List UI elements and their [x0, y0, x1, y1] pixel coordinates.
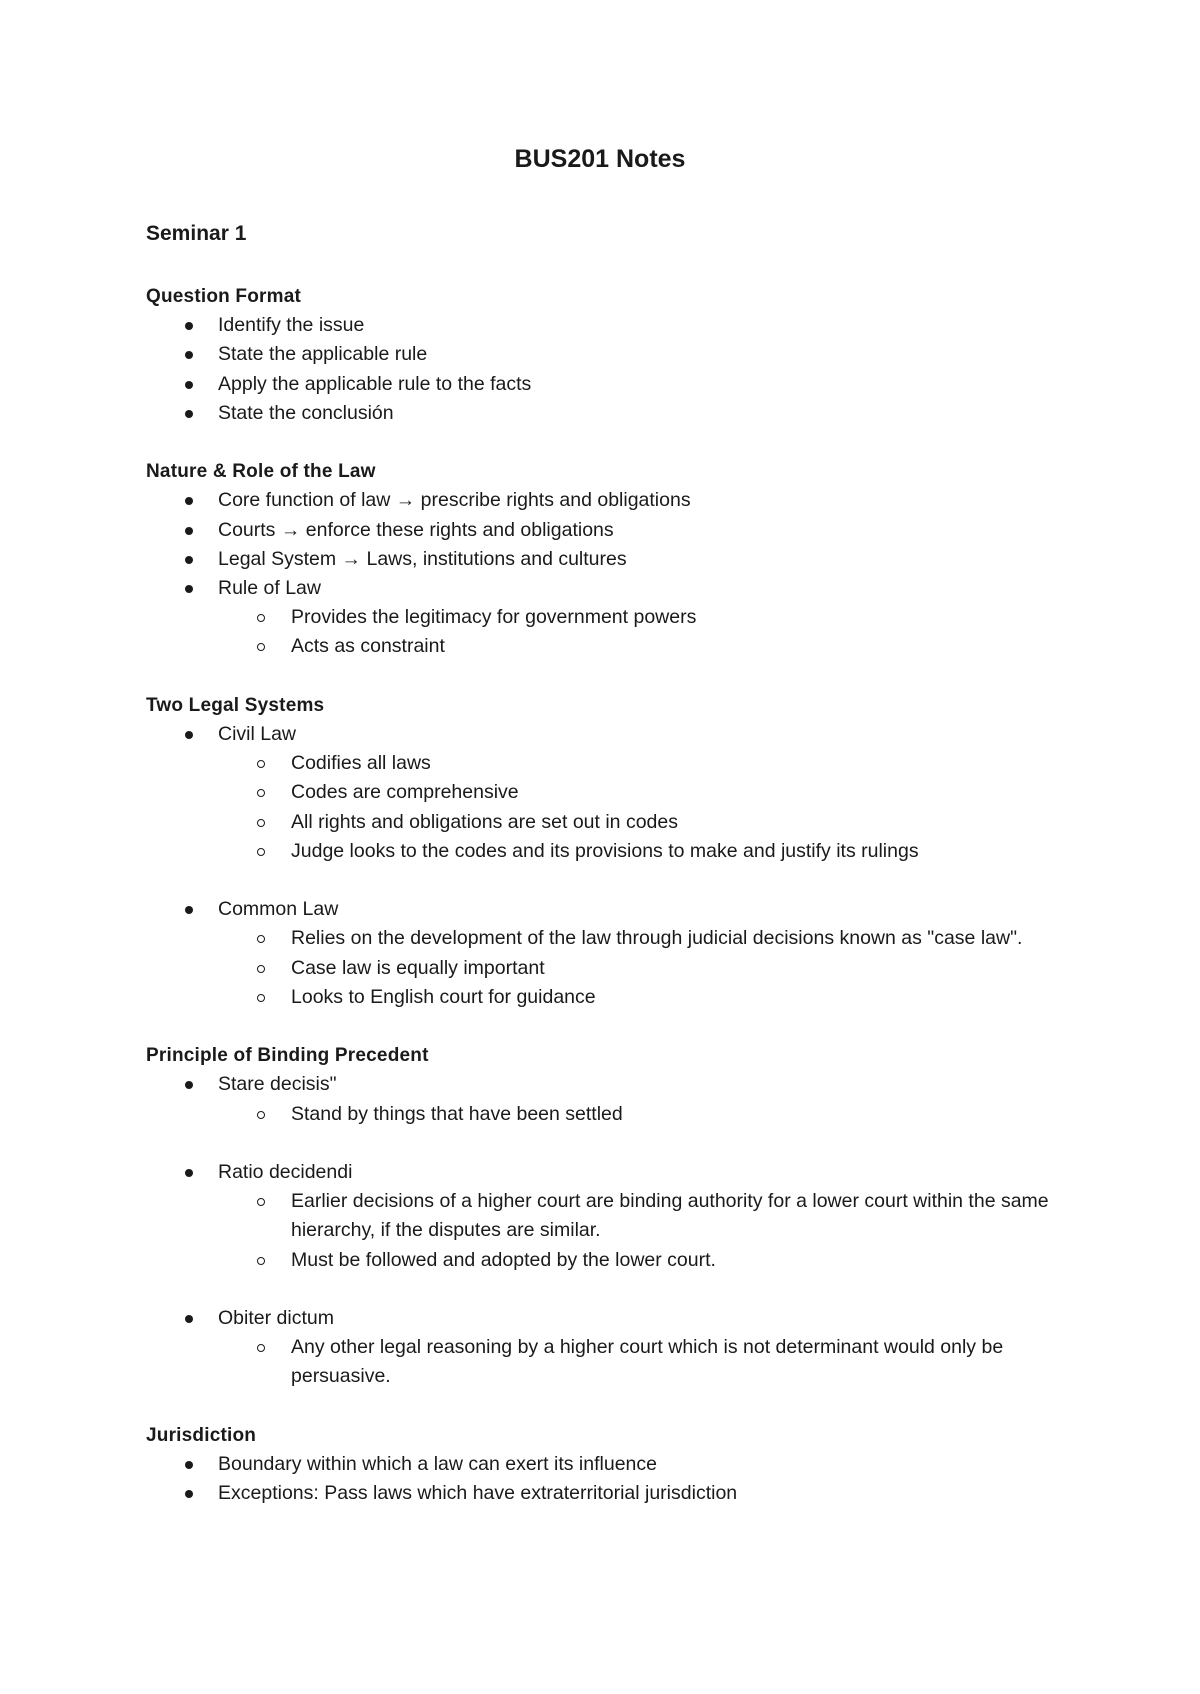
sub-list-item: [146, 749, 1076, 778]
bullet-icon: [185, 381, 193, 389]
bullet-icon: [185, 1461, 193, 1469]
bullet-list: [146, 1304, 1076, 1392]
list-item: [146, 1450, 1076, 1479]
document-title: BUS201 Notes: [514, 145, 686, 173]
bullet-icon: [185, 322, 193, 330]
sub-list-item-text: All rights and obligations are set out in codes: [291, 810, 678, 833]
spacer: [146, 866, 1076, 895]
circle-bullet-icon: [257, 1257, 265, 1265]
circle-bullet-icon: [257, 1111, 265, 1119]
section-heading: Two Legal Systems: [146, 694, 325, 716]
list-item-text: State the conclusión: [218, 401, 394, 424]
sub-list-item: [146, 1246, 1076, 1275]
bullet-icon: [185, 731, 193, 739]
sub-list-item-text: Codifies all laws: [291, 752, 431, 775]
bullet-icon: [185, 1315, 193, 1323]
list-item-text: Boundary within which a law can exert its influence: [218, 1452, 657, 1475]
circle-bullet-icon: [257, 935, 265, 943]
list-item: [146, 1479, 1076, 1508]
section-question-format: [146, 282, 1076, 428]
sub-list-item-text: Provides the legitimacy for government powers: [291, 606, 697, 629]
sub-list-item: [146, 1333, 1076, 1391]
sub-list-item: [146, 632, 1076, 661]
sub-list-item-text: Earlier decisions of a higher court are binding authority for a lower court within the same hierarchy, if the disputes are similar.: [291, 1190, 1049, 1242]
list-item-text: Obiter dictum: [218, 1306, 334, 1329]
circle-bullet-icon: [257, 1198, 265, 1206]
list-item: [146, 574, 1076, 603]
sub-list-item-text: Any other legal reasoning by a higher court which is not determinant would only be persuasive.: [291, 1336, 1004, 1388]
list-item: [146, 1304, 1076, 1333]
section-jurisdiction: [146, 1421, 1076, 1509]
sub-list-item-text: Case law is equally important: [291, 956, 545, 979]
list-item: [146, 486, 1076, 515]
list-item: [146, 895, 1076, 924]
sub-list-item: [146, 1187, 1076, 1245]
list-item-text: Apply the applicable rule to the facts: [218, 372, 532, 395]
sub-list-item-text: Looks to English court for guidance: [291, 985, 596, 1008]
circle-bullet-icon: [257, 994, 265, 1002]
sub-list-item: [146, 954, 1076, 983]
bullet-icon: [185, 1490, 193, 1498]
list-item-text: Legal System → Laws, institutions and cultures: [218, 547, 627, 570]
list-item: [146, 1070, 1076, 1099]
bullet-list: [146, 1450, 1076, 1508]
sub-list-item: [146, 924, 1076, 953]
sub-list-item-text: Acts as constraint: [291, 635, 445, 658]
sub-list-item-text: Codes are comprehensive: [291, 781, 519, 804]
list-item-text: State the applicable rule: [218, 343, 428, 366]
list-item: [146, 516, 1076, 545]
circle-bullet-icon: [257, 789, 265, 797]
list-item-text: Exceptions: Pass laws which have extraterritorial jurisdiction: [218, 1482, 738, 1505]
bullet-icon: [185, 1081, 193, 1089]
list-item-text: Courts → enforce these rights and obligations: [218, 518, 614, 541]
list-item-text: Civil Law: [218, 722, 297, 745]
bullet-icon: [185, 1169, 193, 1177]
list-item: [146, 1158, 1076, 1187]
bullet-icon: [185, 410, 193, 418]
circle-bullet-icon: [257, 760, 265, 768]
circle-bullet-icon: [257, 848, 265, 856]
sub-list-item: [146, 1100, 1076, 1129]
bullet-icon: [185, 527, 193, 535]
bullet-icon: [185, 556, 193, 564]
section-two-legal-systems: [146, 691, 1076, 1012]
circle-bullet-icon: [257, 965, 265, 973]
circle-bullet-icon: [257, 1344, 265, 1352]
bullet-icon: [185, 585, 193, 593]
bullet-icon: [185, 906, 193, 914]
sub-list-item: [146, 808, 1076, 837]
list-item-text: Rule of Law: [218, 576, 321, 599]
seminar-heading: Seminar 1: [146, 222, 247, 245]
list-item-text: Stare decisis": [218, 1073, 337, 1096]
bullet-list: [146, 895, 1076, 1012]
list-item: [146, 340, 1076, 369]
bullet-list: [146, 486, 1076, 661]
sub-list-item: [146, 778, 1076, 807]
spacer: [146, 1129, 1076, 1158]
section-binding-precedent: [146, 1041, 1076, 1391]
sub-list-item: [146, 983, 1076, 1012]
sub-list-item-text: Judge looks to the codes and its provisions to make and justify its rulings: [291, 839, 919, 862]
list-item: [146, 311, 1076, 340]
bullet-list: [146, 720, 1076, 866]
bullet-list: [146, 1070, 1076, 1128]
sub-list-item: [146, 603, 1076, 632]
sub-list-item-text: Must be followed and adopted by the lower court.: [291, 1248, 716, 1271]
list-item-text: Identify the issue: [218, 314, 365, 337]
list-item-text: Core function of law → prescribe rights and obligations: [218, 489, 691, 512]
bullet-list: [146, 311, 1076, 428]
list-item: [146, 399, 1076, 428]
sub-list-item-text: Stand by things that have been settled: [291, 1102, 623, 1125]
section-nature-role: [146, 457, 1076, 661]
circle-bullet-icon: [257, 819, 265, 827]
list-item-text: Common Law: [218, 898, 339, 921]
circle-bullet-icon: [257, 643, 265, 651]
list-item: [146, 545, 1076, 574]
section-heading: Principle of Binding Precedent: [146, 1045, 429, 1067]
spacer: [146, 1275, 1076, 1304]
list-item: [146, 720, 1076, 749]
circle-bullet-icon: [257, 614, 265, 622]
bullet-icon: [185, 351, 193, 359]
section-heading: Question Format: [146, 286, 302, 307]
list-item-text: Ratio decidendi: [218, 1160, 353, 1183]
bullet-list: [146, 1158, 1076, 1275]
section-heading: Jurisdiction: [146, 1424, 257, 1446]
notes-content: [146, 282, 1076, 1538]
section-heading: Nature & Role of the Law: [146, 461, 376, 483]
list-item: [146, 370, 1076, 399]
sub-list-item: [146, 837, 1076, 866]
bullet-icon: [185, 497, 193, 505]
sub-list-item-text: Relies on the development of the law through judicial decisions known as "case law".: [291, 927, 1023, 950]
